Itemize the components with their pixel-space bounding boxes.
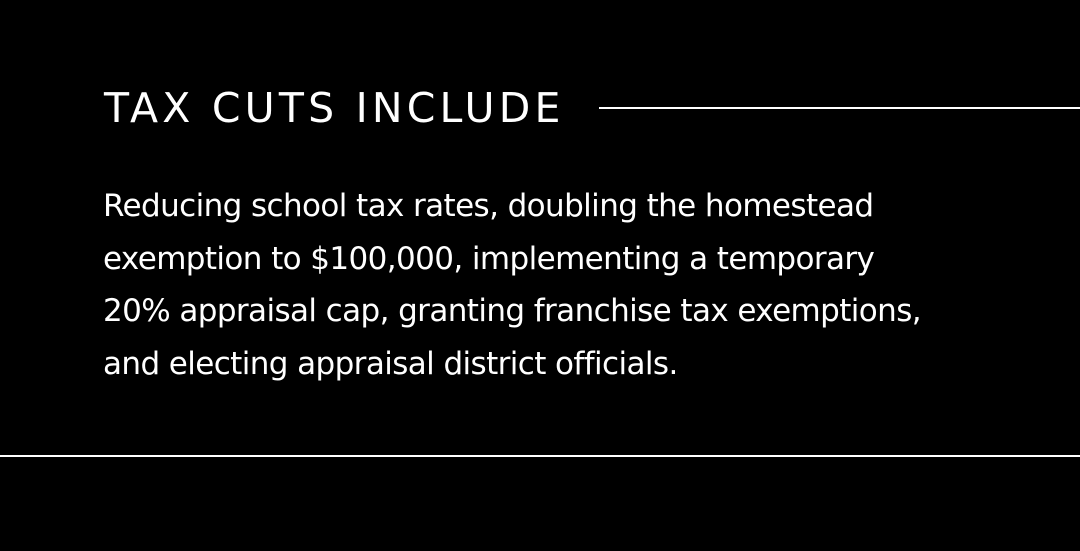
section-heading: TAX CUTS INCLUDE xyxy=(104,84,565,132)
body-paragraph xyxy=(103,180,1063,390)
body-line: exemption to $100,000, implementing a temporary xyxy=(103,240,875,277)
body-line: 20% appraisal cap, granting franchise tax exemptions, xyxy=(103,293,922,329)
bottom-divider xyxy=(0,455,1080,457)
body-line: Reducing school tax rates, doubling the homestead xyxy=(103,188,874,224)
body-line: and electing appraisal district officials. xyxy=(103,345,678,382)
heading-row xyxy=(104,78,1080,138)
heading-divider xyxy=(599,107,1080,109)
